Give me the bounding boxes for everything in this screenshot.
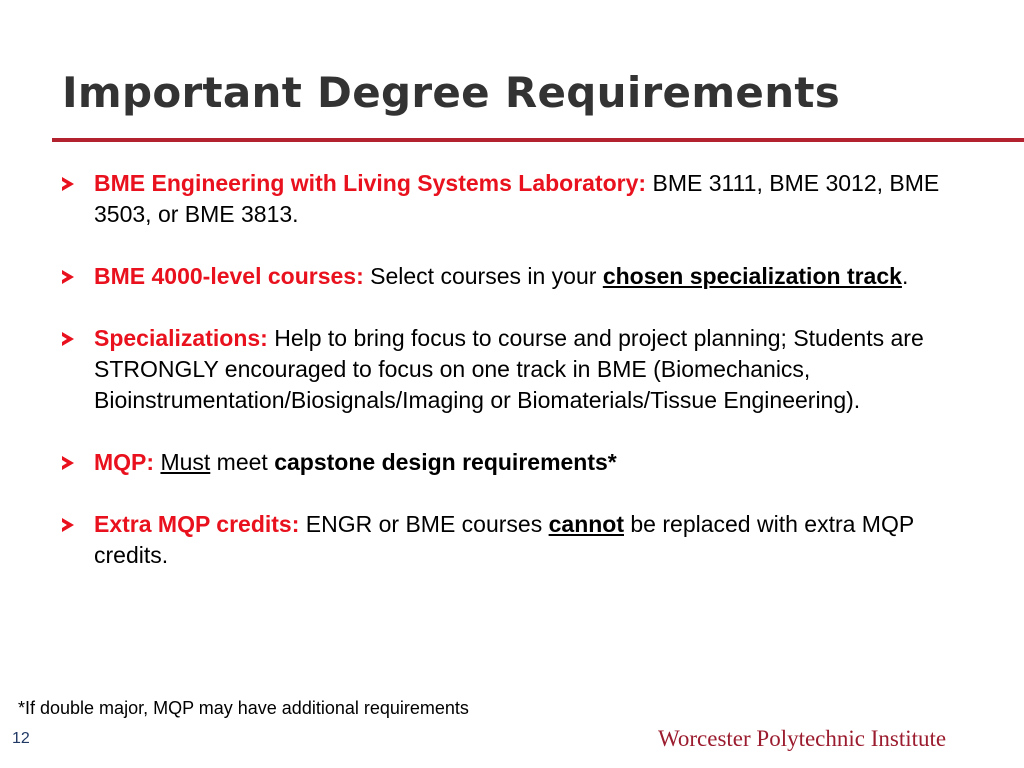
bullet-text: BME 3111, BME 3012, BME 3503, or BME 3813. bbox=[94, 170, 940, 227]
arrow-bullet-icon bbox=[62, 518, 74, 532]
arrow-bullet-icon bbox=[62, 456, 74, 470]
bullet-text: Help to bring focus to course and project planning; Students are STRONGLY encouraged to focus on one track in BME (Biomechanics, Bioinstrumentation/Biosignals/Imaging or Biomaterials/Tissue Engineering). bbox=[94, 325, 924, 413]
title-divider bbox=[52, 138, 1024, 142]
arrow-bullet-icon bbox=[62, 270, 74, 284]
bullet-label: Specializations: bbox=[94, 325, 268, 351]
footnote: *If double major, MQP may have additional requirements bbox=[18, 698, 469, 718]
bullet-specializations bbox=[62, 323, 962, 416]
bullet-text-end: be replaced with extra MQP credits. bbox=[94, 511, 914, 568]
bullet-mqp bbox=[62, 447, 962, 478]
requirements-list bbox=[62, 168, 962, 571]
specialization-track-emphasis: chosen specialization track bbox=[602, 263, 902, 289]
bullet-text-end: . bbox=[901, 263, 909, 289]
bullet-text: ENGR or BME courses bbox=[299, 511, 549, 537]
page-number: 12 bbox=[12, 730, 30, 747]
bullet-4000-level-courses bbox=[62, 261, 962, 292]
slide-title: Important Degree Requirements bbox=[62, 68, 841, 117]
bullet-living-systems-lab bbox=[62, 168, 962, 230]
bullet-label: BME 4000-level courses: bbox=[94, 263, 364, 289]
bullet-label: Extra MQP credits: bbox=[94, 511, 300, 537]
arrow-bullet-icon bbox=[62, 332, 74, 346]
institute-name: Worcester Polytechnic Institute bbox=[658, 726, 947, 751]
capstone-requirements-emphasis: capstone design requirements* bbox=[274, 449, 617, 475]
bullet-label: BME Engineering with Living Systems Laboratory: bbox=[94, 170, 647, 196]
arrow-bullet-icon bbox=[62, 177, 74, 191]
bullet-extra-mqp-credits bbox=[62, 509, 962, 571]
bullet-label: MQP: bbox=[94, 449, 155, 475]
cannot-emphasis: cannot bbox=[548, 511, 624, 537]
bullet-text: meet bbox=[210, 449, 275, 475]
bullet-text: Select courses in your bbox=[363, 263, 603, 289]
must-underlined: Must bbox=[160, 449, 211, 475]
